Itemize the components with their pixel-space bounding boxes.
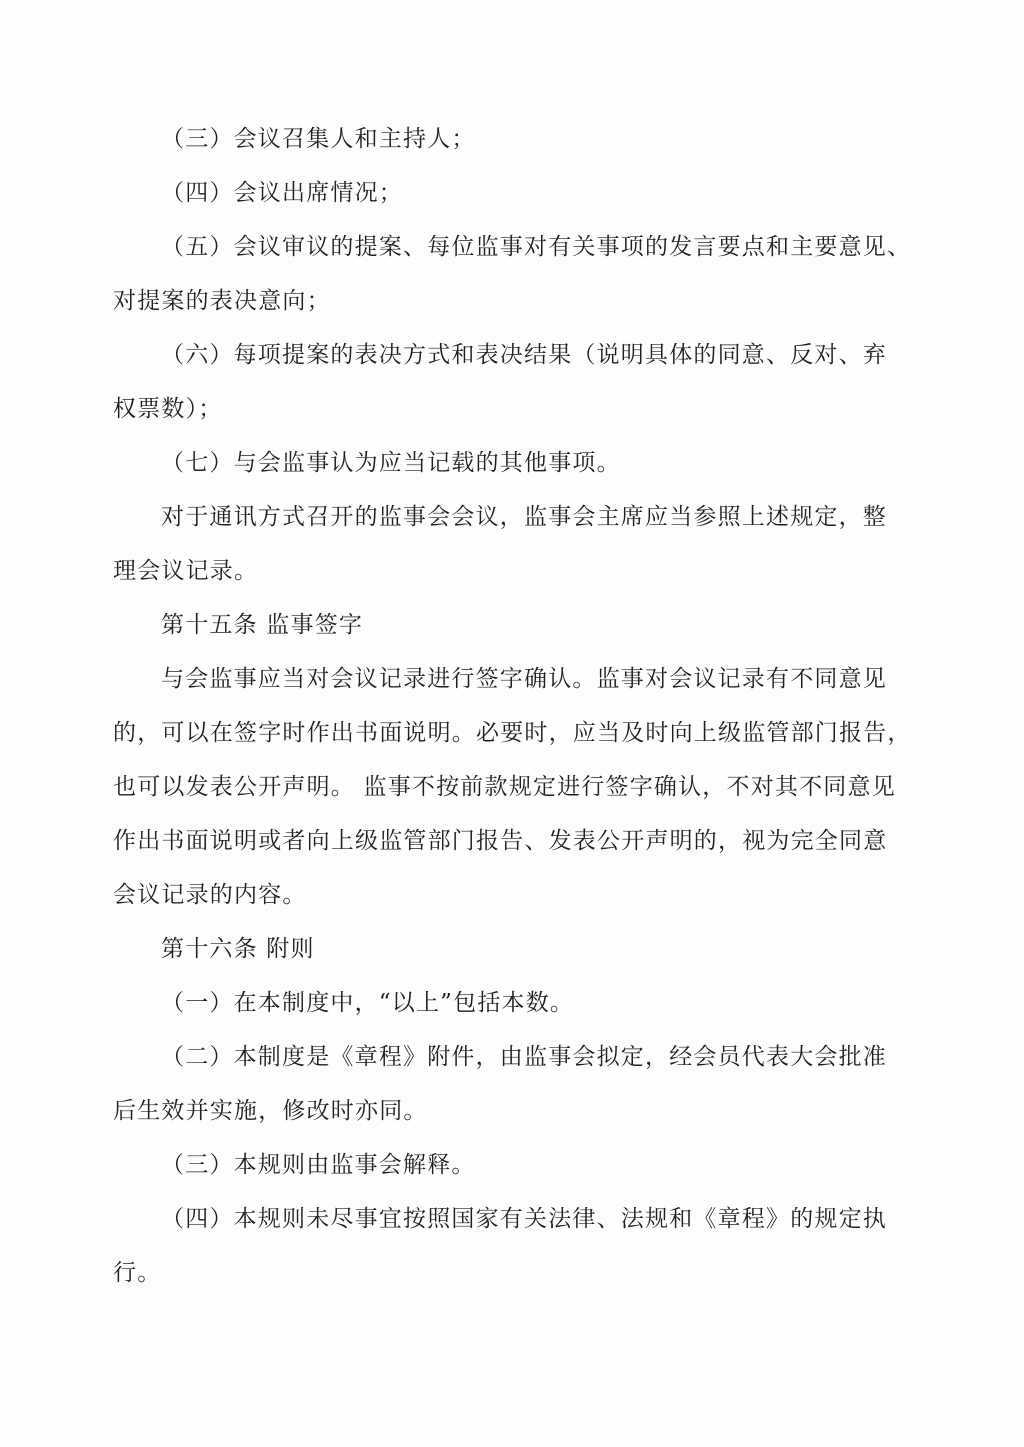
paragraph-line: 的，可以在签字时作出书面说明。必要时，应当及时向上级监管部门报告，	[113, 720, 912, 746]
article-16-item-3	[113, 1138, 903, 1192]
paragraph-line: （三）会议召集人和主持人；	[161, 126, 476, 152]
paragraph-line: 后生效并实施，修改时亦同。	[113, 1098, 428, 1124]
article-16-item-1	[113, 976, 903, 1030]
paragraph-line: 对提案的表决意向；	[113, 288, 331, 314]
document-body	[113, 112, 912, 1300]
paragraph-line: 对于通讯方式召开的监事会会议，监事会主席应当参照上述规定，整	[161, 504, 887, 530]
paragraph-item-6	[113, 328, 903, 436]
paragraph-communication-meetings	[113, 490, 903, 598]
article-heading: 第十五条 监事签字	[161, 612, 364, 638]
paragraph-line: （七）与会监事认为应当记载的其他事项。	[161, 450, 621, 476]
paragraph-line: （四）会议出席情况；	[161, 180, 403, 206]
paragraph-line: 作出书面说明或者向上级监管部门报告、发表公开声明的，视为完全同意	[113, 828, 888, 854]
article-16-item-4	[113, 1192, 903, 1300]
paragraph-line: （四）本规则未尽事宜按照国家有关法律、法规和《章程》的规定执	[161, 1206, 887, 1232]
article-15-body	[113, 652, 912, 922]
paragraph-line: （六）每项提案的表决方式和表决结果（说明具体的同意、反对、弃	[161, 342, 887, 368]
paragraph-line: 与会监事应当对会议记录进行签字确认。监事对会议记录有不同意见	[161, 666, 887, 692]
paragraph-line: 权票数）；	[113, 396, 223, 422]
paragraph-item-7	[113, 436, 903, 490]
paragraph-item-4	[113, 166, 903, 220]
paragraph-line: 行。	[113, 1260, 162, 1286]
paragraph-item-3	[113, 112, 903, 166]
article-15-heading	[113, 598, 903, 652]
article-heading: 第十六条 附则	[161, 936, 315, 962]
paragraph-line: （五）会议审议的提案、每位监事对有关事项的发言要点和主要意见、	[161, 234, 912, 260]
paragraph-line: （一）在本制度中，“以上”包括本数。	[161, 990, 575, 1016]
paragraph-line: （三）本规则由监事会解释。	[161, 1152, 476, 1178]
article-16-item-2	[113, 1030, 903, 1138]
paragraph-line: 理会议记录。	[113, 558, 259, 584]
paragraph-item-5	[113, 220, 912, 328]
paragraph-line: 会议记录的内容。	[113, 882, 307, 908]
paragraph-line: （二）本制度是《章程》附件，由监事会拟定，经会员代表大会批准	[161, 1044, 887, 1070]
article-16-heading	[113, 922, 903, 976]
paragraph-line: 也可以发表公开声明。 监事不按前款规定进行签字确认，不对其不同意见	[113, 774, 896, 800]
